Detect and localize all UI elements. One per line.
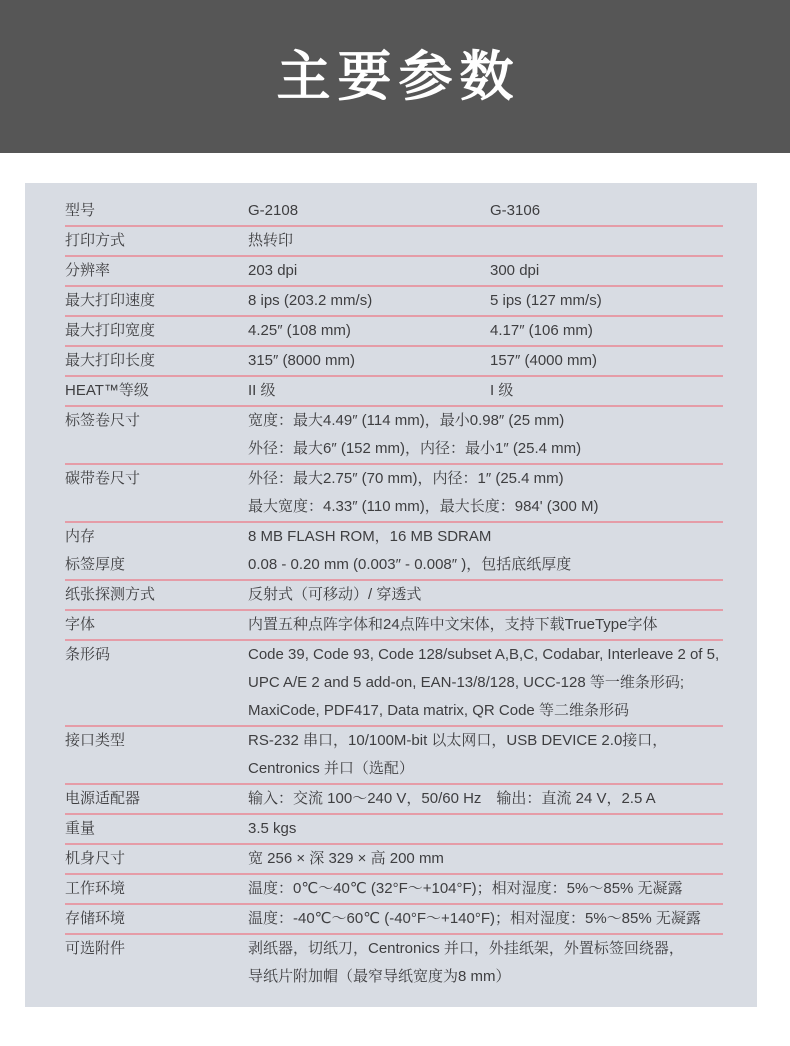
spec-value: MaxiCode, PDF417, Data matrix, QR Code 等二维条形码 <box>248 702 629 719</box>
spec-value: 外径：最大2.75″ (70 mm)，内径：1″ (25.4 mm) <box>248 470 564 487</box>
spec-value: 宽度：最大4.49″ (114 mm)，最小0.98″ (25 mm) <box>248 412 565 429</box>
spec-line <box>65 465 723 493</box>
spec-line <box>65 407 723 435</box>
spec-label: 电源适配器 <box>65 790 141 807</box>
table-row <box>65 905 723 935</box>
table-row <box>65 611 723 641</box>
spec-label: 标签厚度 <box>65 556 126 573</box>
table-row <box>65 935 723 991</box>
table-row <box>65 815 723 845</box>
spec-value: 3.5 kgs <box>248 820 297 837</box>
spec-value-model1: 热转印 <box>248 232 294 249</box>
spec-value: 最大宽度：4.33″ (110 mm)，最大长度：984' (300 M) <box>248 498 599 515</box>
spec-value: 宽 256 × 深 329 × 高 200 mm <box>248 850 444 867</box>
spec-label: 碳带卷尺寸 <box>65 470 141 487</box>
table-row <box>65 227 723 257</box>
spec-line <box>65 347 723 375</box>
spec-label: 重量 <box>65 820 96 837</box>
spec-label: 型号 <box>65 202 96 219</box>
spec-label: 分辨率 <box>65 262 111 279</box>
table-row <box>65 317 723 347</box>
spec-value: 外径：最大6″ (152 mm)，内径：最小1″ (25.4 mm) <box>248 440 582 457</box>
spec-value-model1: II 级 <box>248 382 276 399</box>
spec-label: 标签卷尺寸 <box>65 412 141 429</box>
table-row <box>65 551 723 581</box>
spec-value-model2: 300 dpi <box>490 262 540 279</box>
spec-value: 温度：0℃～40℃ (32°F～+104°F)；相对湿度：5%～85% 无凝露 <box>248 880 683 897</box>
table-row <box>65 257 723 287</box>
spec-value-model2: 5 ips (127 mm/s) <box>490 292 602 309</box>
page-header <box>0 0 790 153</box>
spec-label: 最大打印宽度 <box>65 322 156 339</box>
spec-value-model2: 157″ (4000 mm) <box>490 352 598 369</box>
spec-value: 8 MB FLASH ROM，16 MB SDRAM <box>248 528 492 545</box>
table-row <box>65 347 723 377</box>
page-title: 主要参数 <box>276 46 521 107</box>
spec-value: RS-232 串口，10/100M-bit 以太网口，USB DEVICE 2.0接口， <box>248 732 668 749</box>
spec-label: 打印方式 <box>65 232 126 249</box>
spec-value: 温度：-40℃～60℃ (-40°F～+140°F)；相对湿度：5%～85% 无凝露 <box>248 910 701 927</box>
table-row <box>65 785 723 815</box>
spec-label: 最大打印速度 <box>65 292 156 309</box>
spec-label: 内存 <box>65 528 96 545</box>
table-row <box>65 523 723 551</box>
spec-line <box>65 581 723 609</box>
table-row <box>65 581 723 611</box>
spec-label: 字体 <box>65 616 96 633</box>
spec-label: 条形码 <box>65 646 111 663</box>
spec-line <box>65 227 723 255</box>
spec-value-model1: 315″ (8000 mm) <box>248 352 356 369</box>
spec-line <box>65 815 723 843</box>
spec-value: Centronics 并口（选配） <box>248 760 414 777</box>
spec-line <box>65 845 723 873</box>
table-row <box>65 465 723 523</box>
spec-label: 可选附件 <box>65 940 126 957</box>
spec-value-model1: G-2108 <box>248 202 299 219</box>
table-row <box>65 875 723 905</box>
spec-label: 接口类型 <box>65 732 126 749</box>
spec-line <box>65 785 723 813</box>
spec-line <box>65 875 723 903</box>
spec-value: 0.08 - 0.20 mm (0.003″ - 0.008″ )，包括底纸厚度 <box>248 556 572 573</box>
spec-table <box>25 183 757 1007</box>
spec-value-model1: 8 ips (203.2 mm/s) <box>248 292 373 309</box>
spec-value: 输入：交流 100～240 V，50/60 Hz 输出：直流 24 V，2.5 A <box>248 790 656 807</box>
spec-line <box>65 317 723 345</box>
table-row <box>65 727 723 785</box>
table-row <box>65 845 723 875</box>
spec-label: HEAT™等级 <box>65 382 149 399</box>
spec-value-model1: 4.25″ (108 mm) <box>248 322 351 339</box>
spec-value-model2 <box>490 227 723 255</box>
spec-value-model2: G-3106 <box>490 202 541 219</box>
spec-label: 机身尺寸 <box>65 850 126 867</box>
spec-line <box>65 641 723 669</box>
spec-value: 内置五种点阵字体和24点阵中文宋体，支持下载TrueType字体 <box>248 616 658 633</box>
spec-line <box>65 287 723 315</box>
spec-line <box>65 523 723 551</box>
spec-value: 剥纸器，切纸刀，Centronics 并口，外挂纸架，外置标签回绕器， <box>248 940 684 957</box>
spec-label: 最大打印长度 <box>65 352 156 369</box>
spec-line <box>65 197 723 225</box>
table-row <box>65 377 723 407</box>
table-row <box>65 287 723 317</box>
spec-label: 存储环境 <box>65 910 126 927</box>
spec-label: 工作环境 <box>65 880 126 897</box>
spec-value: 导纸片附加帽（最窄导纸宽度为8 mm） <box>248 968 511 985</box>
table-row <box>65 197 723 227</box>
spec-line <box>65 935 723 963</box>
table-row <box>65 641 723 727</box>
table-row <box>65 407 723 465</box>
spec-value-model2: I 级 <box>490 382 514 399</box>
spec-value: 反射式（可移动）/ 穿透式 <box>248 586 422 603</box>
spec-line <box>65 377 723 405</box>
spec-line <box>65 727 723 755</box>
spec-line <box>65 257 723 285</box>
spec-label: 纸张探测方式 <box>65 586 156 603</box>
spec-line <box>65 611 723 639</box>
spec-value-model1: 203 dpi <box>248 262 298 279</box>
spec-value-model2: 4.17″ (106 mm) <box>490 322 593 339</box>
spec-line <box>65 905 723 933</box>
spec-value: Code 39, Code 93, Code 128/subset A,B,C, Codabar, Interleave 2 of 5, <box>248 646 720 663</box>
spec-value: UPC A/E 2 and 5 add-on, EAN-13/8/128, UCC-128 等一维条形码; <box>248 674 685 691</box>
spec-line <box>65 551 723 579</box>
